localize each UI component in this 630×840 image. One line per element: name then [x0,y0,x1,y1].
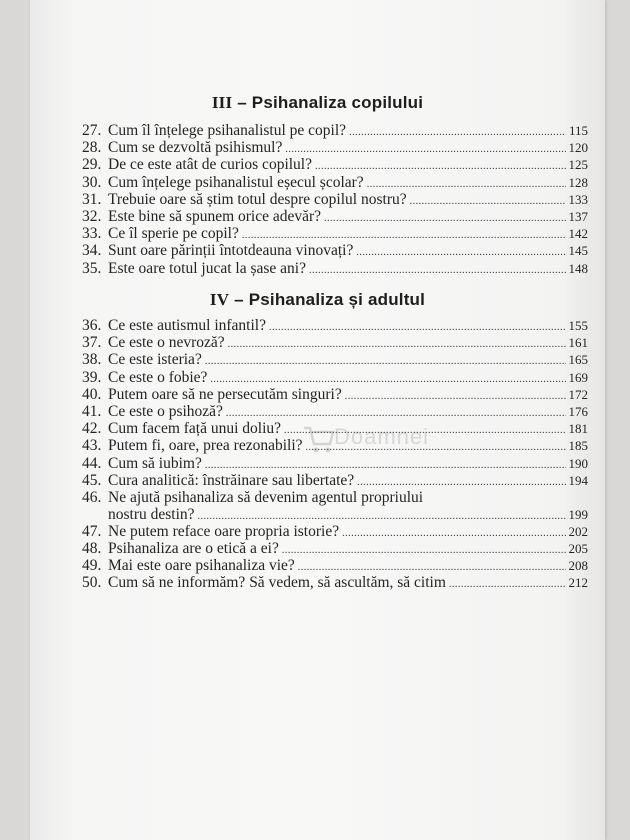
page-number: 169 [568,369,588,385]
entry-number: 48. [82,540,102,558]
dot-leader [345,391,566,402]
entry-title: Putem oare să ne persecutăm singuri? [108,385,342,403]
page-number: 145 [568,243,588,259]
toc-entry [82,317,588,334]
page-number: 199 [568,506,588,522]
toc-entry [82,174,588,191]
toc-entry [82,351,588,368]
toc-list-section-4 [82,317,588,592]
toc-entry [82,139,588,156]
entry-number: 34. [82,242,102,260]
toc-entry [82,540,588,557]
toc-entry [82,437,588,454]
dot-leader [285,144,565,155]
entry-title: Putem fi, oare, prea rezonabili? [108,437,303,455]
toc-entry [82,523,588,540]
book-page [30,0,605,840]
dot-leader [315,161,566,172]
entry-title: Cum facem față unui doliu? [108,420,282,438]
dot-leader [242,230,566,241]
dot-leader [269,322,566,333]
entry-number: 43. [82,437,102,455]
page-number: 172 [568,386,588,402]
toc-entry [82,420,588,437]
page-number: 142 [568,226,588,242]
dot-leader [410,196,566,207]
toc-entry [82,242,588,259]
entry-number: 29. [82,156,102,174]
entry-number: 33. [82,225,102,243]
page-number: 128 [568,174,588,190]
entry-number: 50. [82,574,102,592]
toc-entry [82,386,588,403]
page-number: 161 [568,335,588,351]
dot-leader [324,213,565,224]
section-title-text: Psihanaliza copilului [251,93,424,112]
entry-title: Ce este autismul infantil? [108,317,266,334]
entry-title: Ce este o nevroză? [108,334,225,352]
section-number: III [211,93,233,112]
entry-title: Sunt oare părinții întotdeauna vinovați? [108,242,354,260]
entry-number: 37. [82,334,102,352]
entry-number: 45. [82,471,102,489]
page-number: 165 [568,352,588,368]
entry-number: 27. [82,122,102,139]
dot-leader [210,374,565,385]
dot-leader [342,528,565,539]
toc-entry [82,122,588,139]
dot-leader [367,179,566,190]
toc-entry [82,225,588,242]
entry-number: 35. [82,259,102,277]
page-number: 133 [568,191,588,207]
entry-number: 40. [82,385,102,403]
entry-title: Cum să ne informăm? Să vedem, să ascultăm, să citim [108,574,446,592]
entry-title: Ce este isteria? [108,351,202,369]
toc-entry [82,156,588,173]
entry-title: Ce este o psihoză? [108,402,223,420]
watermark-text: Doamnei [334,424,430,449]
dot-leader [284,425,565,436]
entry-title: Ce îl sperie pe copil? [108,225,239,243]
dot-leader [357,477,565,488]
page-number: 115 [568,123,588,138]
dot-leader [449,579,566,590]
page-number: 208 [568,558,588,574]
entry-number: 28. [82,139,102,157]
dot-leader [198,511,566,522]
entry-title: Trebuie oare să știm totul despre copilul nostru? [108,190,407,208]
page-number: 202 [568,523,588,539]
entry-title: Cum înțelege psihanalistul eșecul școlar? [108,173,364,191]
toc-entry [82,334,588,351]
section-heading-4 [30,290,605,310]
entry-title-continued: nostru destin? [108,505,195,523]
dot-leader [205,356,566,367]
page-number: 185 [568,438,588,454]
dot-leader [228,339,566,350]
page-number: 181 [568,421,588,437]
toc-entry [82,455,588,472]
section-dash: – [229,290,249,309]
entry-number: 39. [82,368,102,386]
entry-number: 46. [82,488,102,506]
entry-title: Ne putem reface oare propria istorie? [108,522,340,540]
page-number: 190 [568,455,588,471]
toc-entry [82,472,588,489]
entry-number: 49. [82,557,102,575]
dot-leader [349,127,566,138]
entry-title: De ce este atât de curios copilul? [108,156,312,174]
toc-entry [82,369,588,386]
entry-title: Mai este oare psihanaliza vie? [108,557,295,575]
toc-entry [82,403,588,420]
dot-leader [298,562,566,573]
toc-entry [82,208,588,225]
dot-leader [356,247,565,258]
toc-entry [82,260,588,277]
entry-number: 42. [82,420,102,438]
toc-entry [82,191,588,208]
page-number: 125 [568,157,588,173]
dot-leader [226,408,566,419]
entry-title: Ce este o fobie? [108,368,208,386]
page-number: 176 [568,403,588,419]
toc-list-section-3 [82,122,588,277]
section-dash: – [232,93,252,112]
dot-leader [309,265,566,276]
entry-title: Psihanaliza are o etică a ei? [108,540,279,558]
entry-number: 47. [82,522,102,540]
page-number: 212 [568,575,588,591]
entry-title: Ne ajută psihanaliza să devenim agentul propriului [108,488,424,506]
entry-title: Cum îl înțelege psihanalistul pe copil? [108,122,347,139]
dot-leader [205,460,566,471]
page-number: 155 [568,318,588,333]
entry-title: Este bine să spunem orice adevăr? [108,207,322,225]
entry-number: 38. [82,351,102,369]
entry-title: Este oare totul jucat la șase ani? [108,259,306,277]
page-number: 194 [568,472,588,488]
entry-number: 36. [82,317,102,334]
section-title-text: Psihanaliza și adultul [248,290,426,309]
section-number: IV [209,290,230,309]
entry-number: 32. [82,207,102,225]
toc-entry [82,557,588,574]
entry-number: 44. [82,454,102,472]
entry-number: 31. [82,190,102,208]
page-number: 137 [568,208,588,224]
entry-title: Cura analitică: înstrăinare sau libertate? [108,471,355,489]
entry-title: Cum se dezvoltă psihismul? [108,139,283,157]
page-number: 205 [568,541,588,557]
dot-leader [282,545,566,556]
entry-number: 41. [82,402,102,420]
toc-entry [82,574,588,591]
toc-entry [82,489,588,523]
entry-number: 30. [82,173,102,191]
dot-leader [306,442,566,453]
entry-title: Cum să iubim? [108,454,202,472]
section-heading-3 [30,93,605,113]
page-number: 148 [568,260,588,276]
page-number: 120 [568,140,588,156]
